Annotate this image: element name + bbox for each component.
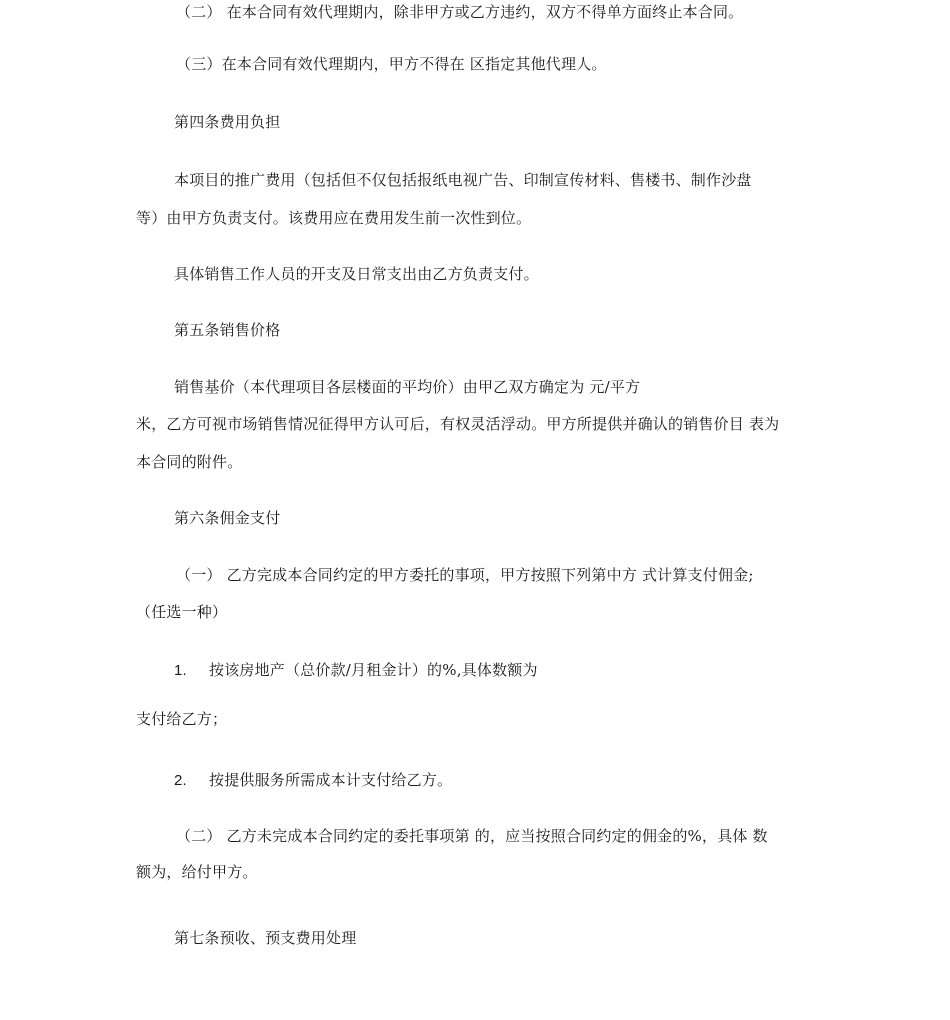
heading-article-6: 第六条佣金支付 xyxy=(174,509,281,527)
article-4-paragraph-2: 具体销售工作人员的开支及日常支出由乙方负责支付。 xyxy=(174,265,539,283)
heading-article-5: 第五条销售价格 xyxy=(174,321,281,339)
article-5-paragraph-line-3: 本合同的附件。 xyxy=(136,453,243,471)
clause-3-item-2: （二） 在本合同有效代理期内，除非甲方或乙方违约，双方不得单方面终止本合同。 xyxy=(176,3,744,21)
article-6-option-1-line-2: 支付给乙方； xyxy=(136,710,228,728)
article-6-item-2-line-1: （二） 乙方未完成本合同约定的委托事项第 的，应当按照合同约定的佣金的%，具体 数 xyxy=(176,827,768,845)
list-number-2: 2. xyxy=(174,772,187,789)
clause-3-item-3: （三）在本合同有效代理期内，甲方不得在 区指定其他代理人。 xyxy=(176,55,607,73)
heading-article-7: 第七条预收、预支费用处理 xyxy=(174,929,357,947)
article-6-item-1-line-2: （任选一种） xyxy=(136,603,228,621)
article-5-paragraph-line-1: 销售基价（本代理项目各层楼面的平均价）由甲乙双方确定为 元/平方 xyxy=(174,378,641,396)
article-6-item-1-line-1: （一） 乙方完成本合同约定的甲方委托的事项，甲方按照下列第中方 式计算支付佣金; xyxy=(176,566,754,584)
heading-article-4: 第四条费用负担 xyxy=(174,113,281,131)
article-6-item-2-line-2: 额为，给付甲方。 xyxy=(136,863,258,881)
article-4-paragraph-1-line-1: 本项目的推广费用（包括但不仅包括报纸电视广告、印制宣传材料、售楼书、制作沙盘 xyxy=(174,171,752,189)
article-6-option-2: 按提供服务所需成本计支付给乙方。 xyxy=(209,771,453,789)
article-4-paragraph-1-line-2: 等）由甲方负责支付。该费用应在费用发生前一次性到位。 xyxy=(136,209,532,227)
article-6-option-1-line-1: 按该房地产（总价款/月租金计）的%,具体数额为 xyxy=(209,661,538,679)
article-5-paragraph-line-2: 米，乙方可视市场销售情况征得甲方认可后，有权灵活浮动。甲方所提供并确认的销售价目 表为 xyxy=(136,415,780,433)
list-number-1: 1. xyxy=(174,662,187,679)
